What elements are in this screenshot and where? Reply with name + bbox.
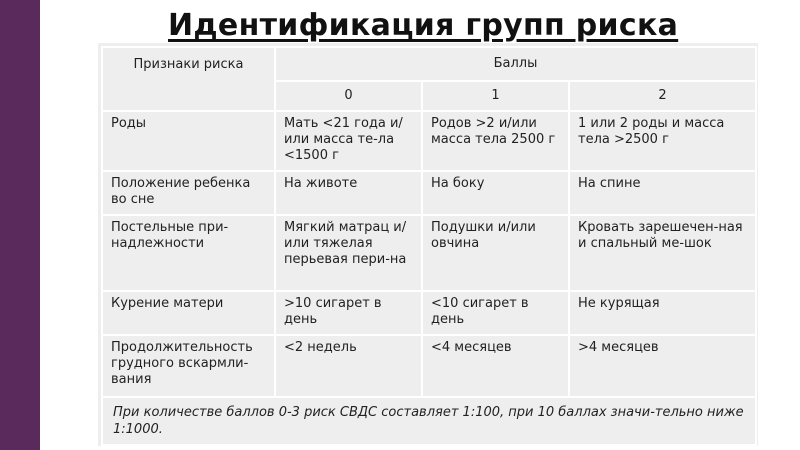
row-cell: На животе <box>275 171 422 215</box>
risk-table-panel <box>98 43 758 446</box>
row-cell: >10 сигарет в день <box>275 291 422 335</box>
table-row <box>102 171 756 215</box>
row-sign: Роды <box>102 111 275 171</box>
table-row <box>102 215 756 291</box>
table-note: При количестве баллов 0-3 риск СВДС составляет 1:100, при 10 баллах значи-тельно ниже 1:1000. <box>102 397 756 445</box>
header-scores: Баллы <box>275 47 756 81</box>
risk-table <box>101 46 757 446</box>
row-cell: Мать <21 года и/или масса те-ла <1500 г <box>275 111 422 171</box>
row-sign: Продолжительность грудного вскармли-вания <box>102 335 275 397</box>
row-sign: Положение ребенка во сне <box>102 171 275 215</box>
table-row <box>102 111 756 171</box>
row-cell: Мягкий матрац и/или тяжелая перьевая пери-на <box>275 215 422 291</box>
header-row <box>102 47 756 81</box>
row-sign: Постельные при-надлежности <box>102 215 275 291</box>
row-cell: <10 сигарет в день <box>422 291 569 335</box>
row-cell: >4 месяцев <box>569 335 756 397</box>
slide-title: Идентификация групп риска <box>168 8 679 43</box>
row-cell: Родов >2 и/или масса тела 2500 г <box>422 111 569 171</box>
score-0: 0 <box>275 81 422 111</box>
note-row <box>102 397 756 445</box>
row-cell: Не курящая <box>569 291 756 335</box>
row-cell: Кровать зарешечен-ная и спальный ме-шок <box>569 215 756 291</box>
table-row <box>102 335 756 397</box>
row-cell: На спине <box>569 171 756 215</box>
row-cell: На боку <box>422 171 569 215</box>
score-1: 1 <box>422 81 569 111</box>
row-cell: <4 месяцев <box>422 335 569 397</box>
header-signs: Признаки риска <box>102 47 275 111</box>
side-accent-bar <box>0 0 40 450</box>
row-cell: <2 недель <box>275 335 422 397</box>
row-sign: Курение матери <box>102 291 275 335</box>
row-cell: Подушки и/или овчина <box>422 215 569 291</box>
score-2: 2 <box>569 81 756 111</box>
side-accent-line <box>40 0 44 450</box>
row-cell: 1 или 2 роды и масса тела >2500 г <box>569 111 756 171</box>
table-row <box>102 291 756 335</box>
